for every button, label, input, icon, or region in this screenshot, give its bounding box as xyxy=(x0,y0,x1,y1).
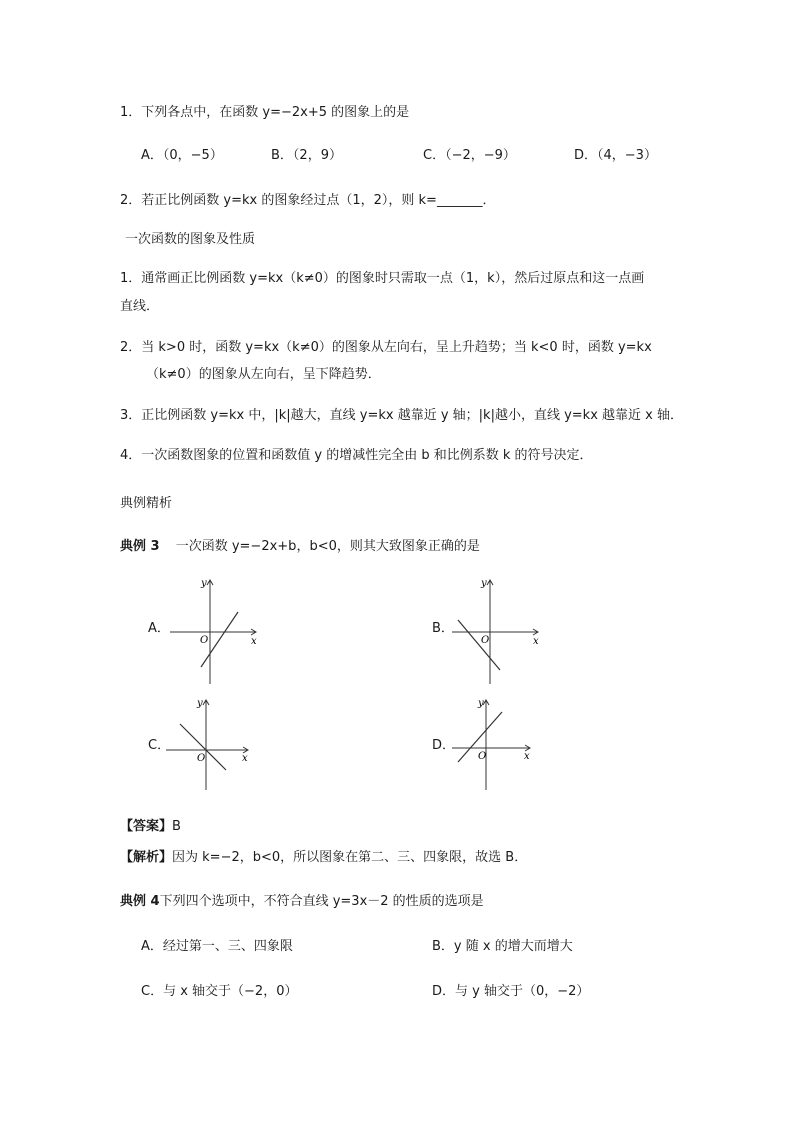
graph-d-x-label: x xyxy=(524,751,530,762)
graph-c-x-label: x xyxy=(242,753,248,764)
graph-b-origin-label: O xyxy=(481,635,490,646)
q1-option-a: A．（0，−5） xyxy=(141,148,223,163)
example-3-analysis-line xyxy=(120,849,527,867)
q1-stem: 1．下列各点中，在函数 y=−2x+5 的图象上的是 xyxy=(120,105,410,120)
graph-c xyxy=(162,696,262,806)
property-2-line-1: 2．当 k>0 时，函数 y=kx（k≠0）的图象从左向右，呈上升趋势；当 k<0 时，函数 y=kx xyxy=(120,340,652,355)
example-4-stem-line xyxy=(120,893,484,911)
analysis-text: 因为 k=−2，b<0，所以图象在第二、三、四象限，故选 B． xyxy=(172,850,528,865)
property-3: 3．正比例函数 y=kx 中，|k|越大，直线 y=kx 越靠近 y 轴；|k|越小，直线 y=kx 越靠近 x 轴． xyxy=(120,408,683,423)
graph-a-label: A． xyxy=(148,621,170,636)
property-2-line-2: （k≠0）的图象从左向右，呈下降趋势． xyxy=(146,367,381,382)
example-3-stem: 一次函数 y=−2x+b，b<0，则其大致图象正确的是 xyxy=(175,539,480,554)
graph-a-origin-label: O xyxy=(200,635,209,646)
analysis-tag: 【解析】 xyxy=(120,850,173,865)
example-4-option-a: A．经过第一、三、四象限 xyxy=(141,939,293,954)
graph-b-y-label: y xyxy=(481,578,487,589)
graph-a-x-label: x xyxy=(251,636,257,647)
graph-d-y-label: y xyxy=(478,698,484,709)
graph-d xyxy=(446,696,546,806)
graph-b-line xyxy=(458,620,500,670)
graph-c-origin-label: O xyxy=(197,753,206,764)
graph-a xyxy=(168,576,268,686)
property-4: 4．一次函数图象的位置和函数值 y 的增减性完全由 b 和比例系数 k 的符号决定． xyxy=(120,448,593,463)
example-3-answer-line xyxy=(120,818,181,836)
q1-option-b: B．（2，9） xyxy=(271,148,342,163)
example-4-option-b: B．y 随 x 的增大而增大 xyxy=(432,939,573,954)
answer-value: B xyxy=(172,819,181,834)
q1-option-c: C．（−2，−9） xyxy=(423,148,516,163)
section-title: 一次函数的图象及性质 xyxy=(125,232,256,247)
graph-a-y-label: y xyxy=(201,578,207,589)
example-4-option-c: C．与 x 轴交于（−2，0） xyxy=(141,984,298,999)
answer-tag: 【答案】 xyxy=(120,819,173,834)
q1-option-d: D．（4，−3） xyxy=(574,148,657,163)
q2-stem: 2．若正比例函数 y=kx 的图象经过点（1，2），则 k=_______． xyxy=(120,193,496,208)
example-4-option-d: D．与 y 轴交于（0，−2） xyxy=(432,984,590,999)
property-1-line-1: 1．通常画正比例函数 y=kx（k≠0）的图象时只需取一点（1，k），然后过原点和这一点画 xyxy=(120,271,645,286)
examples-heading: 典例精析 xyxy=(120,496,173,511)
example-4-stem: 下列四个选项中，不符合直线 y=3x－2 的性质的选项是 xyxy=(159,894,484,909)
graph-b-x-label: x xyxy=(533,636,539,647)
graph-c-label: C． xyxy=(148,738,171,753)
example-3-stem-line xyxy=(120,538,480,556)
graph-b xyxy=(446,576,546,686)
example-3-tag: 典例 3 xyxy=(120,539,160,554)
property-1-line-2: 直线． xyxy=(120,299,160,314)
graph-d-label: D． xyxy=(432,738,456,753)
example-4-tag: 典例 4 xyxy=(120,894,160,909)
graph-d-origin-label: O xyxy=(478,751,487,762)
graph-c-y-label: y xyxy=(197,698,203,709)
graph-b-label: B． xyxy=(432,621,454,636)
